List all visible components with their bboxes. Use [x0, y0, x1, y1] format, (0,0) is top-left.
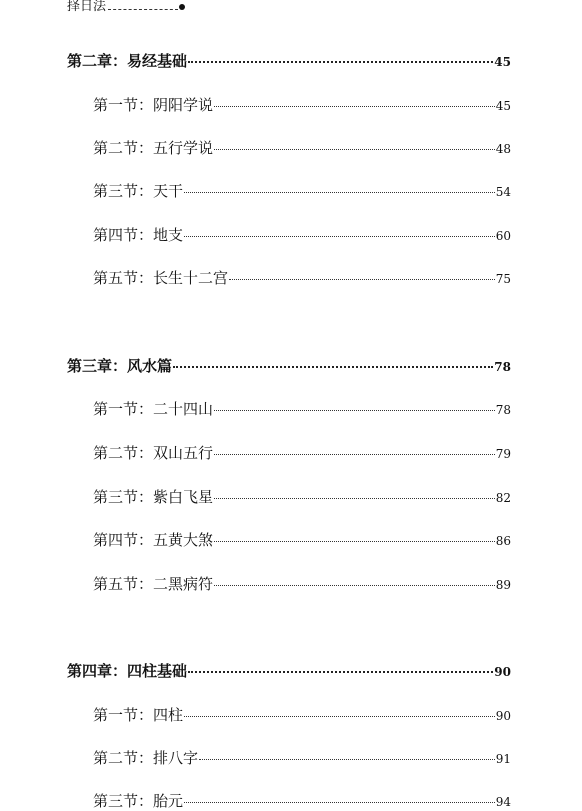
section-page-number: 90 [495, 709, 511, 723]
leader-dots [214, 541, 495, 542]
section-title: 第二节：排八字 [93, 749, 199, 767]
section-title: 第三节：紫白飞星 [93, 488, 214, 506]
section-title: 第二节：五行学说 [93, 139, 214, 157]
chapter-title: 第二章：易经基础 [67, 52, 188, 70]
leader-dots [199, 759, 495, 760]
leader-dots [173, 366, 493, 368]
leader-dots [108, 9, 178, 10]
section-entry[interactable] [93, 747, 511, 768]
chapter-page-number: 45 [494, 55, 511, 69]
section-page-number: 54 [495, 185, 511, 199]
section-page-number: 60 [495, 229, 511, 243]
section-entry[interactable] [93, 224, 511, 245]
section-entry[interactable] [93, 442, 511, 463]
section-title: 第一节：阴阳学说 [93, 96, 214, 114]
chapter-entry[interactable] [67, 50, 511, 71]
section-title: 第四节：地支 [93, 226, 184, 244]
section-title: 第一节：四柱 [93, 706, 184, 724]
section-entry[interactable] [93, 398, 511, 419]
section-title: 第三节：天干 [93, 182, 184, 200]
leader-dots [229, 279, 495, 280]
leader-dots [214, 498, 495, 499]
leader-dots [214, 149, 495, 150]
section-entry[interactable] [93, 573, 511, 594]
section-entry[interactable] [93, 529, 511, 550]
section-page-number: 86 [495, 534, 511, 548]
leader-dots [214, 410, 495, 411]
section-title: 第三节：胎元 [93, 792, 184, 810]
section-page-number: 45 [495, 99, 511, 113]
section-page-number: 79 [495, 447, 511, 461]
section-entry[interactable] [93, 267, 511, 288]
leader-dots [184, 802, 495, 803]
section-entry[interactable] [93, 137, 511, 158]
leader-dots [188, 671, 493, 673]
toc-partial-title: 择日法 [67, 0, 107, 14]
chapter-page-number: 78 [494, 360, 511, 374]
section-page-number: 82 [495, 491, 511, 505]
section-title: 第一节：二十四山 [93, 400, 214, 418]
bullet-dot-icon [179, 4, 185, 10]
leader-dots [188, 61, 493, 63]
section-entry[interactable] [93, 94, 511, 115]
toc-partial-top [67, 0, 185, 14]
chapter-title: 第四章：四柱基础 [67, 662, 188, 680]
leader-dots [214, 106, 495, 107]
leader-dots [184, 716, 495, 717]
section-page-number: 94 [495, 795, 511, 809]
chapter-title: 第三章：风水篇 [67, 357, 173, 375]
leader-dots [214, 454, 495, 455]
leader-dots [184, 192, 495, 193]
section-page-number: 75 [495, 272, 511, 286]
chapter-entry[interactable] [67, 355, 511, 376]
section-page-number: 91 [495, 752, 511, 766]
chapter-entry[interactable] [67, 660, 511, 681]
section-entry[interactable] [93, 180, 511, 201]
section-title: 第五节：长生十二宫 [93, 269, 229, 287]
chapter-page-number: 90 [494, 665, 511, 679]
section-title: 第五节：二黑病符 [93, 575, 214, 593]
section-page-number: 89 [495, 578, 511, 592]
leader-dots [214, 585, 495, 586]
section-page-number: 48 [495, 142, 511, 156]
section-title: 第四节：五黄大煞 [93, 531, 214, 549]
section-entry[interactable] [93, 704, 511, 725]
section-page-number: 78 [495, 403, 511, 417]
section-entry[interactable] [93, 790, 511, 811]
section-title: 第二节：双山五行 [93, 444, 214, 462]
leader-dots [184, 236, 495, 237]
section-entry[interactable] [93, 486, 511, 507]
